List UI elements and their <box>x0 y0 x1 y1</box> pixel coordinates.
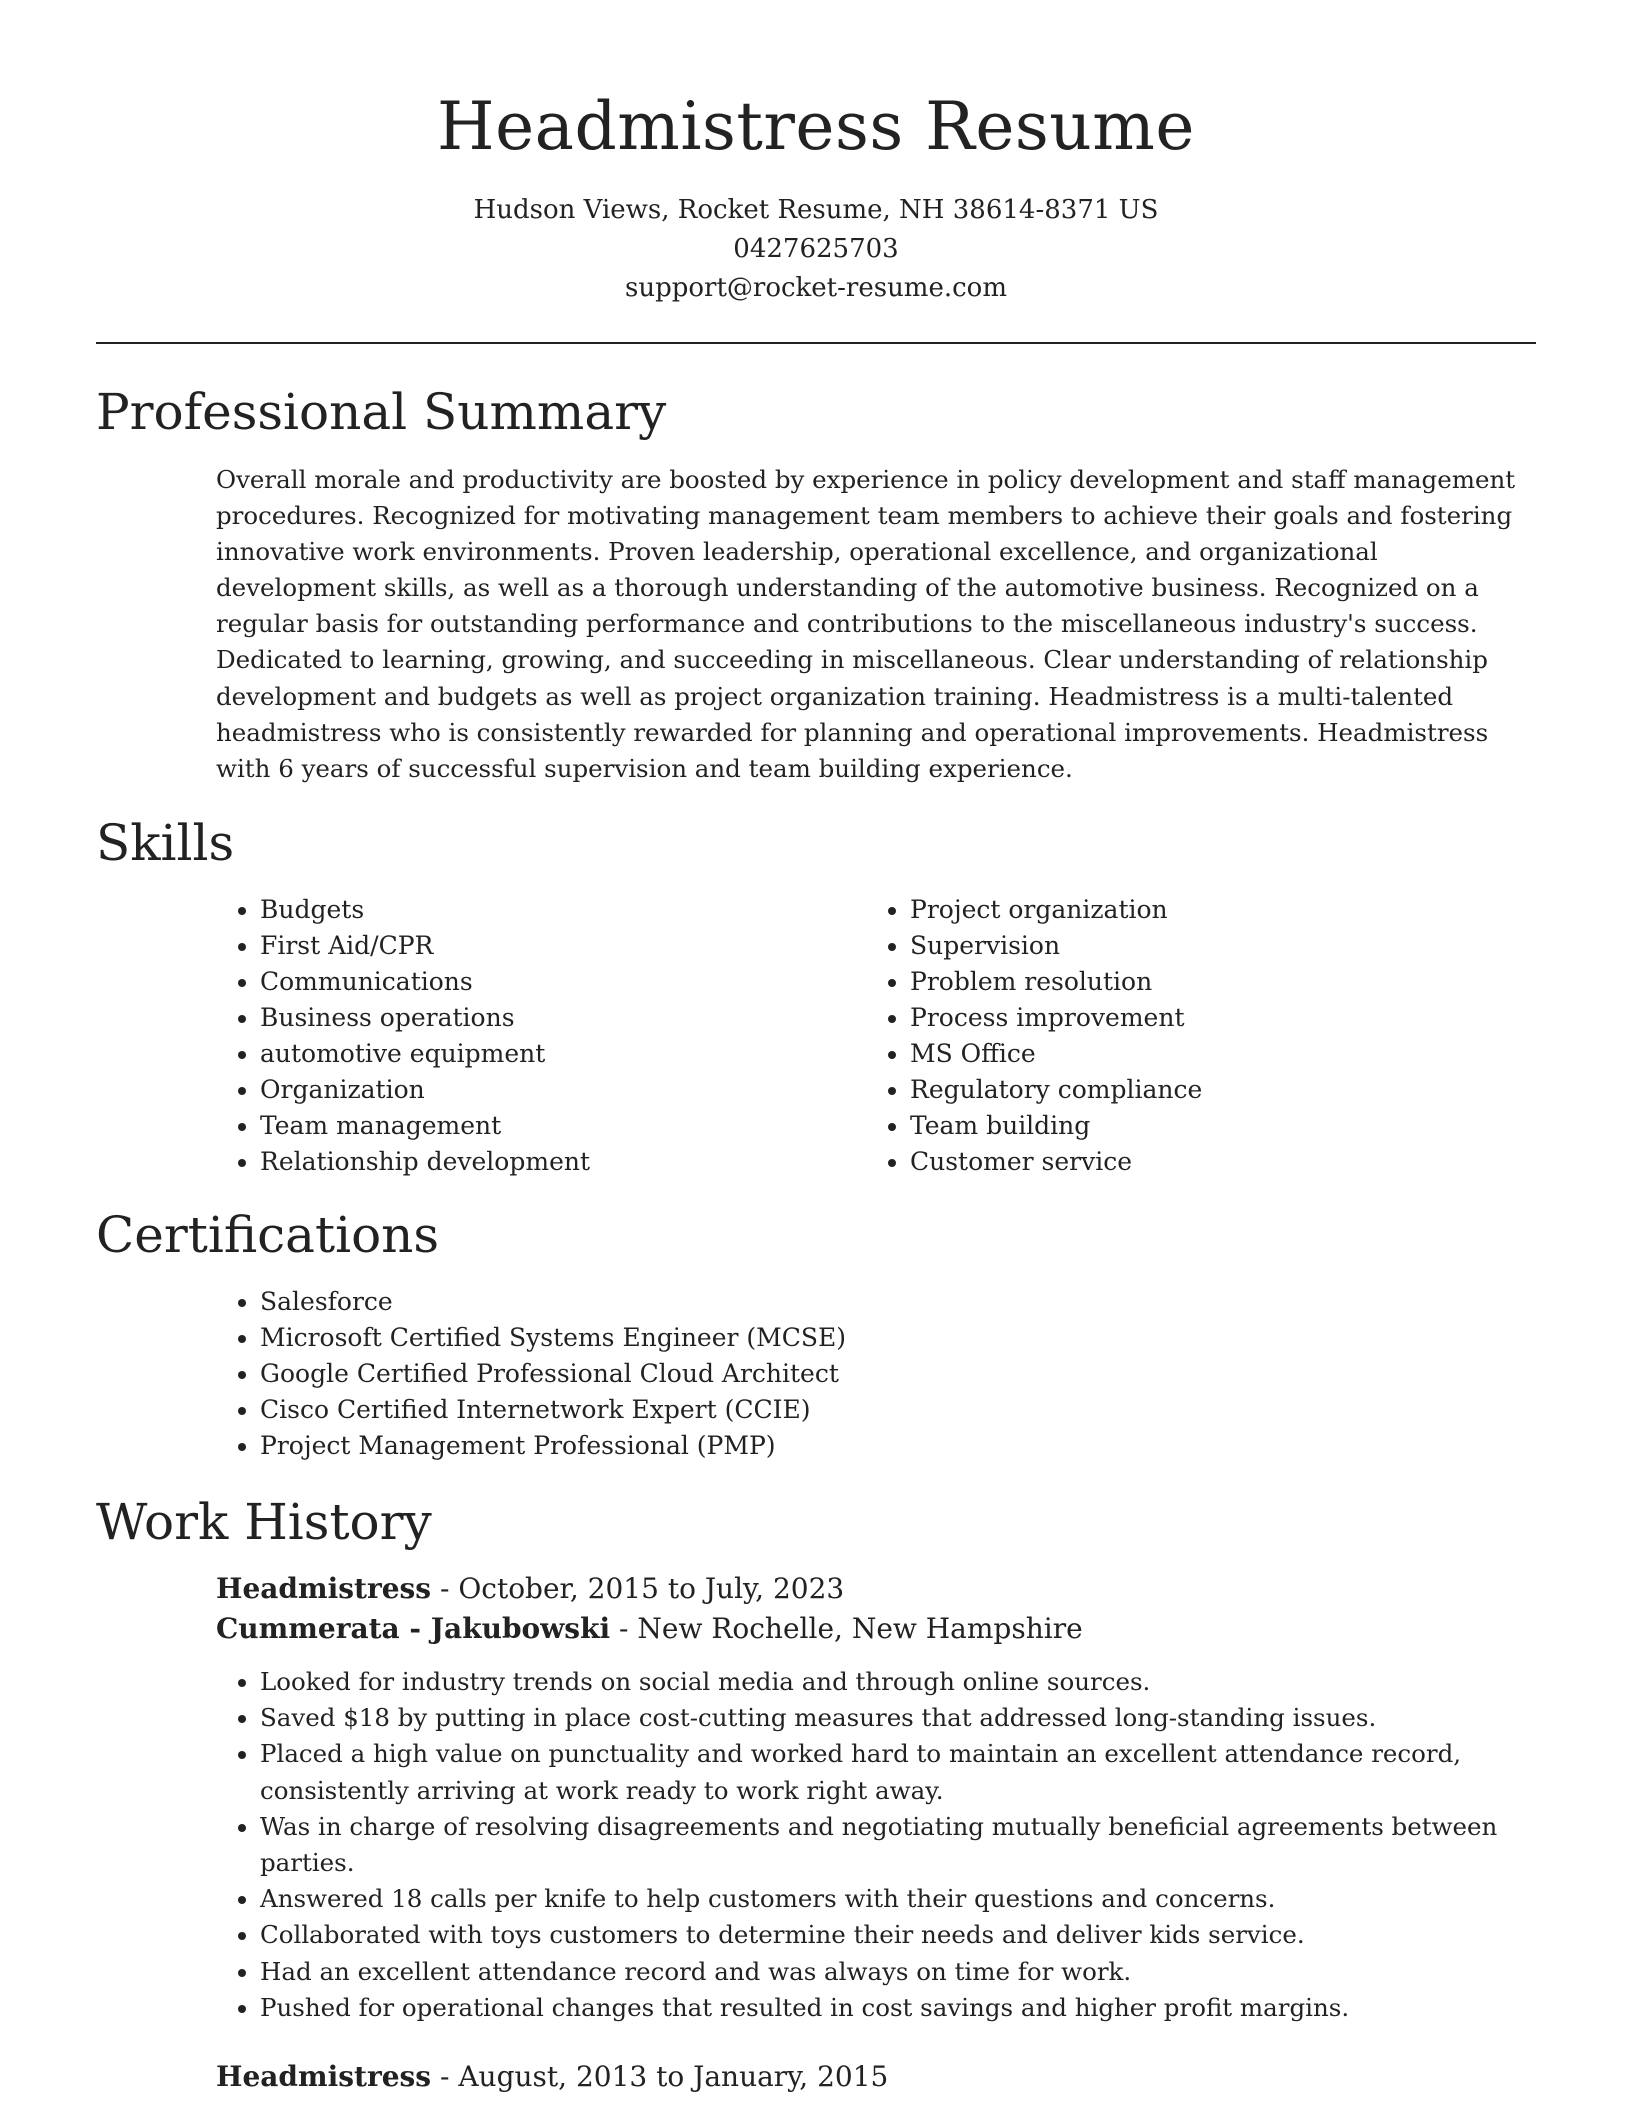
resume-title: Headmistress Resume <box>437 88 1195 165</box>
skill-item: • First Aid/CPR <box>260 928 840 964</box>
job-title-line: Headmistress - August, 2013 to January, 2015 <box>216 2060 889 2093</box>
job-duty-item: • Had an excellent attendance record and was always on time for work. <box>260 1954 1580 1990</box>
summary-text: Overall morale and productivity are boosted by experience in policy development and staff management procedures. Recognized for motivating management team members to achieve their goals and fostering innovative work environments. Proven leadership, operational excellence, and organizational development skills, as well as a thorough understanding of the automotive business. Recognized on a regular basis for outstanding performance and contributions to the miscellaneous industry's success. Dedicated to learning, growing, and succeeding in miscellaneous. Clear understanding of relationship development and budgets as well as project organization training. Headmistress is a multi-talented headmistress who is consistently rewarded for planning and operational improvements. Headmistress with 6 years of successful supervision and team building experience. <box>216 465 1516 783</box>
job-role: Headmistress <box>216 2060 432 2093</box>
skill-item: • Team building <box>910 1108 1530 1144</box>
skill-item: • Business operations <box>260 1000 840 1036</box>
summary-heading: Professional Summary <box>96 383 667 441</box>
skills-heading: Skills <box>96 814 235 872</box>
job-duty-item: • Was in charge of resolving disagreements and negotiating mutually beneficial agreements between parties. <box>260 1809 1580 1881</box>
skill-item: • automotive equipment <box>260 1036 840 1072</box>
job-dates: October, 2015 to July, 2023 <box>458 1572 845 1605</box>
skill-item: • Team management <box>260 1108 840 1144</box>
skill-item: • Process improvement <box>910 1000 1530 1036</box>
work-history-heading: Work History <box>96 1493 432 1551</box>
job-role: Headmistress <box>216 1572 432 1605</box>
skill-item: • Supervision <box>910 928 1530 964</box>
contact-address: Hudson Views, Rocket Resume, NH 38614-8371 US <box>473 195 1159 225</box>
skills-list-left <box>216 892 840 1180</box>
job-duty-item: • Collaborated with toys customers to determine their needs and deliver kids service. <box>260 1917 1580 1953</box>
job-title-line: Headmistress - October, 2015 to July, 2023 <box>216 1572 845 1605</box>
certification-item: • Project Management Professional (PMP) <box>260 1428 1560 1464</box>
job-company-line: Cummerata - Jakubowski - New Rochelle, New Hampshire <box>216 1612 1083 1645</box>
contact-block <box>96 191 1536 308</box>
job-duty-item: • Placed a high value on punctuality and worked hard to maintain an excellent attendance record, consistently arriving at work ready to work right away. <box>260 1736 1580 1808</box>
certification-item: • Cisco Certified Internetwork Expert (CCIE) <box>260 1392 1560 1428</box>
skill-item: • Communications <box>260 964 840 1000</box>
skill-item: • Problem resolution <box>910 964 1530 1000</box>
certification-item: • Salesforce <box>260 1284 1560 1320</box>
job-duty-item: • Looked for industry trends on social media and through online sources. <box>260 1664 1580 1700</box>
job-location: New Rochelle, New Hampshire <box>637 1612 1083 1645</box>
skill-item: • Regulatory compliance <box>910 1072 1530 1108</box>
job-dates: August, 2013 to January, 2015 <box>458 2060 889 2093</box>
job-company: Cummerata - Jakubowski <box>216 1612 611 1645</box>
skill-item: • Project organization <box>910 892 1530 928</box>
header-divider <box>96 342 1536 344</box>
skill-item: • Budgets <box>260 892 840 928</box>
job-duty-item: • Answered 18 calls per knife to help customers with their questions and concerns. <box>260 1881 1580 1917</box>
skill-item: • MS Office <box>910 1036 1530 1072</box>
job-duty-item: • Saved $18 by putting in place cost-cutting measures that addressed long-standing issues. <box>260 1700 1580 1736</box>
skill-item: • Relationship development <box>260 1144 840 1180</box>
contact-phone: 0427625703 <box>733 234 899 264</box>
contact-email: support@rocket-resume.com <box>624 273 1007 303</box>
certification-item: • Google Certified Professional Cloud Architect <box>260 1356 1560 1392</box>
skill-item: • Organization <box>260 1072 840 1108</box>
skill-item: • Customer service <box>910 1144 1530 1180</box>
certifications-list <box>216 1284 1560 1464</box>
certifications-heading: Certifications <box>96 1206 440 1264</box>
job-duty-item: • Pushed for operational changes that resulted in cost savings and higher profit margins. <box>260 1990 1580 2026</box>
skills-list-right <box>866 892 1530 1180</box>
job-duties-list <box>216 1664 1580 2026</box>
certification-item: • Microsoft Certified Systems Engineer (MCSE) <box>260 1320 1560 1356</box>
